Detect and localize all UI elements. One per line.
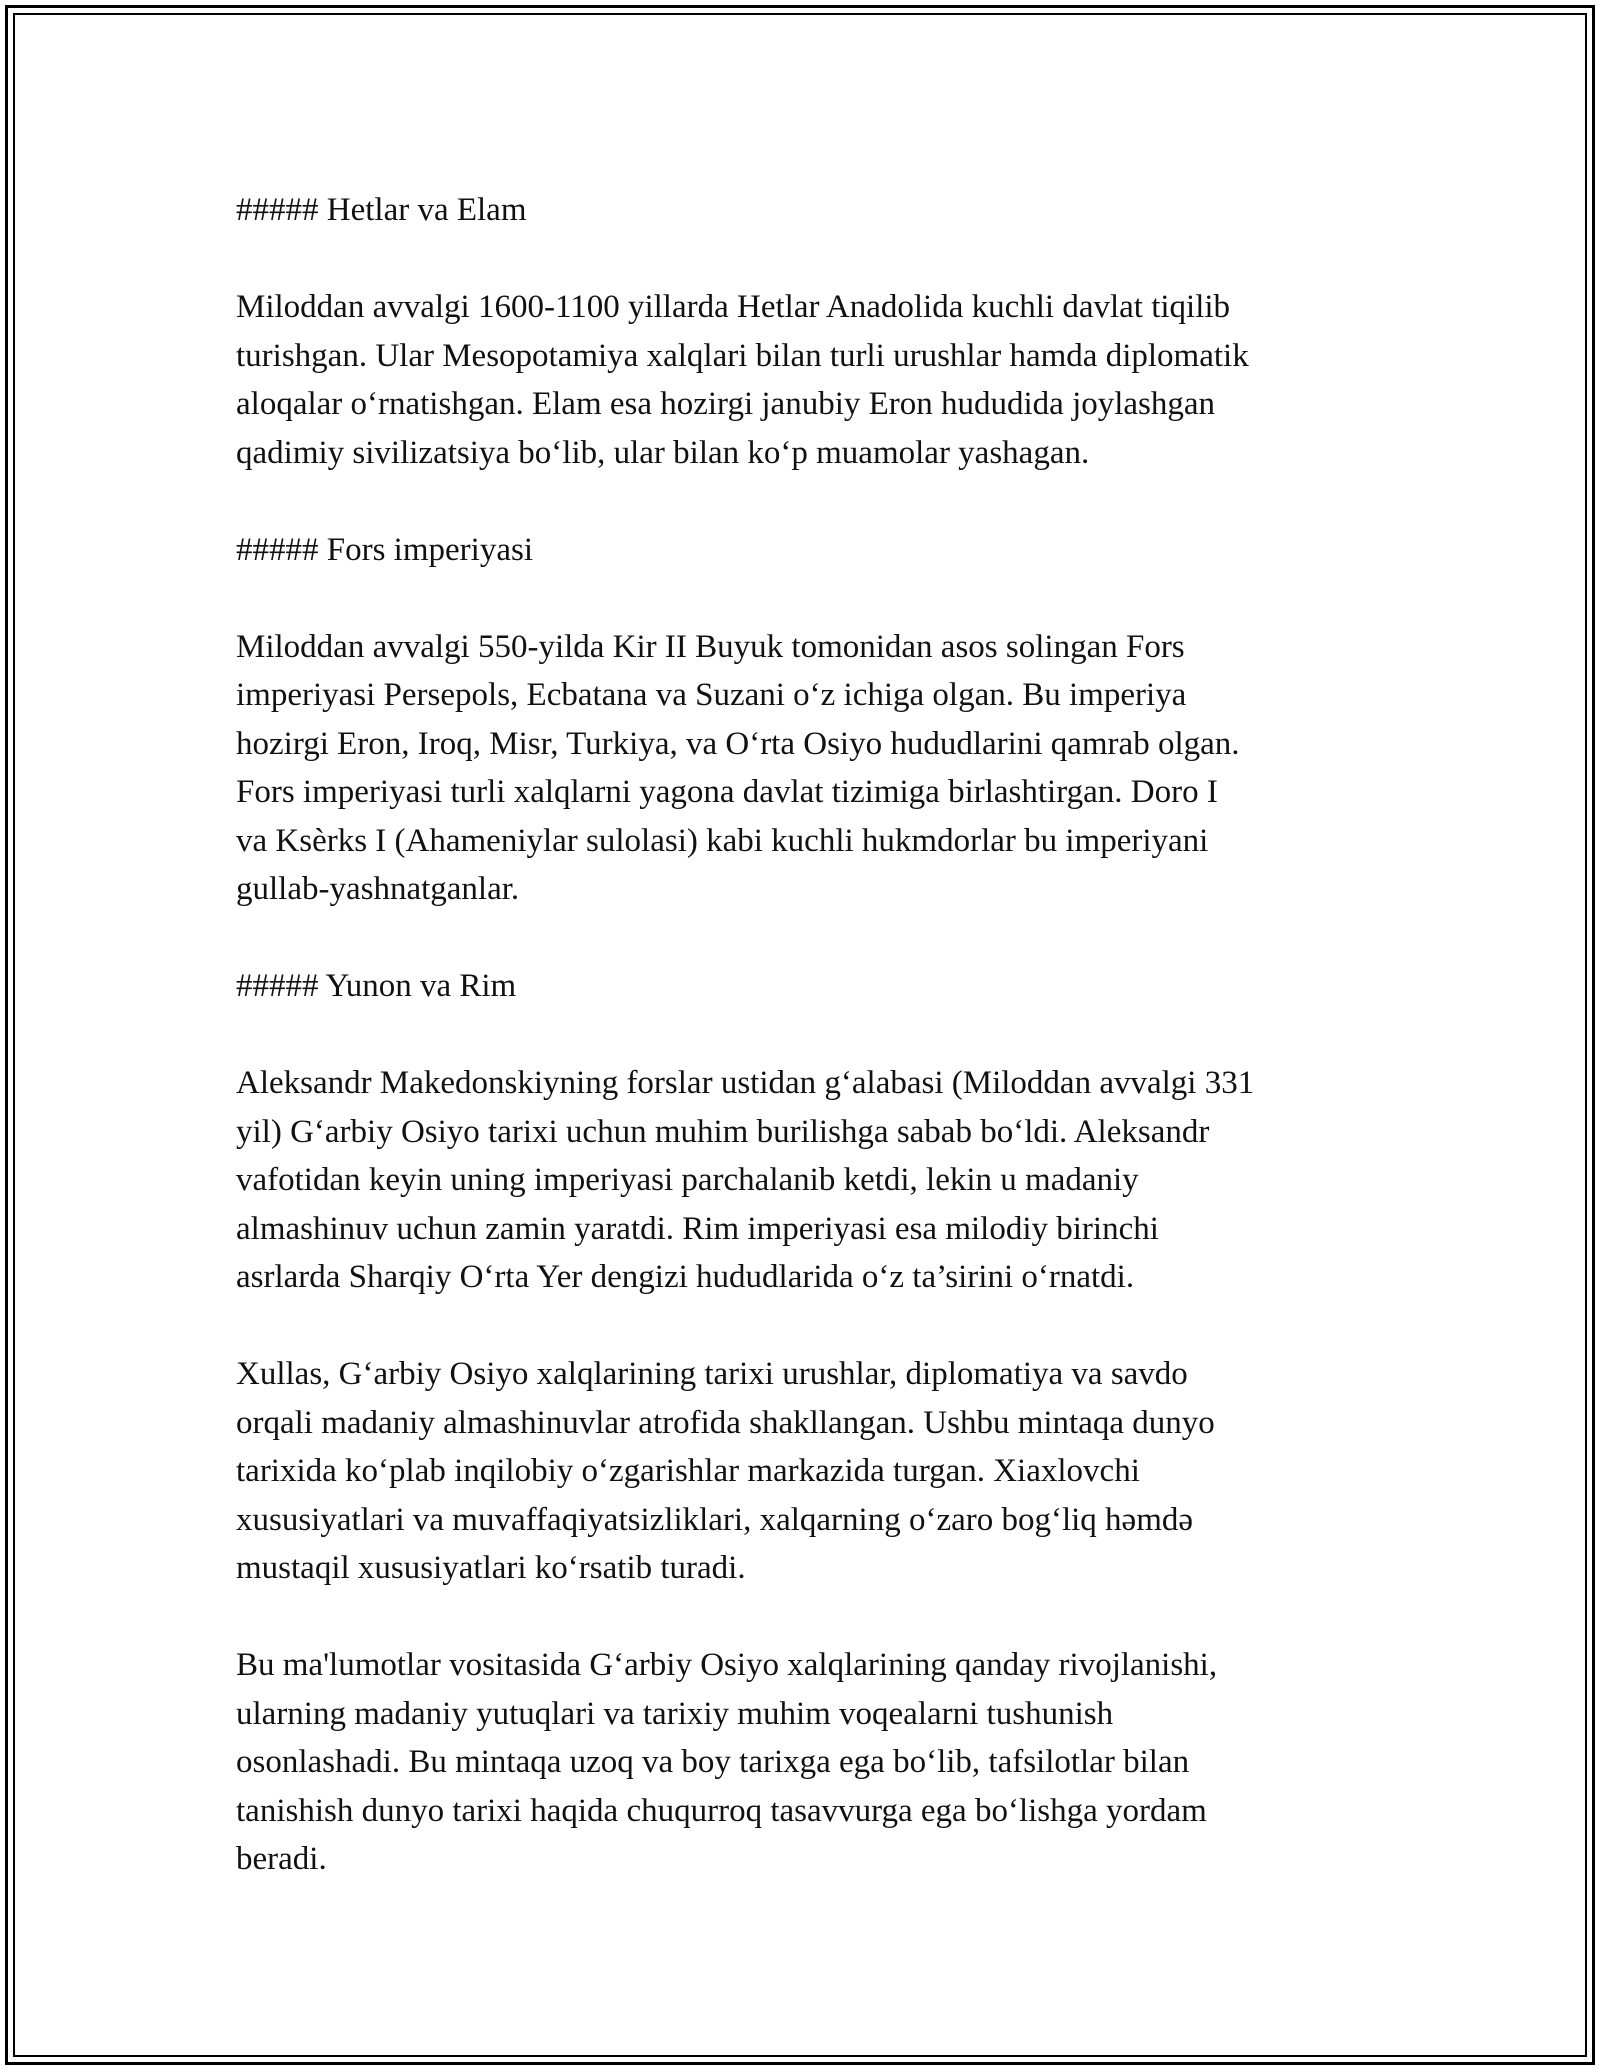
paragraph-line: Bu ma'lumotlar vositasida G‘arbiy Osiyo xalqlarining qanday rivojlanishi, [236,1647,1218,1683]
section-heading-fors-imperiyasi [236,526,1376,575]
paragraph-line: vafotidan keyin uning imperiyasi parchalanib ketdi, lekin u madaniy [236,1162,1139,1198]
paragraph-line: qadimiy sivilizatsiya bo‘lib, ular bilan ko‘p muamolar yashagan. [236,434,1090,471]
paragraph-line: asrlarda Sharqiy O‘rta Yer dengizi hududlarida o‘z ta’sirini o‘rnatdi. [236,1259,1135,1295]
paragraph-line: ularning madaniy yutuqlari va tarixiy muhim voqealarni tushunish [236,1695,1114,1732]
paragraph-line: beradi. [236,1841,327,1877]
paragraph-yunon-rim [236,1059,1376,1302]
section-heading-yunon-rim [236,962,1376,1011]
paragraph-line: Miloddan avvalgi 550-yilda Kir II Buyuk tomonidan asos solingan Fors [236,628,1185,665]
heading-text: ##### Fors imperiyasi [236,531,533,568]
paragraph-line: turishgan. Ular Mesopotamiya xalqlari bilan turli urushlar hamda diplomatik [236,337,1249,374]
paragraph-line: Aleksandr Makedonskiyning forslar ustidan g‘alabasi (Miloddan avvalgi 331 [236,1065,1255,1101]
heading-text: ##### Hetlar va Elam [236,192,527,228]
paragraph-fors-imperiyasi [236,623,1376,914]
paragraph-hetlar-elam [236,283,1376,477]
paragraph-line: almashinuv uchun zamin yaratdi. Rim imperiyasi esa milodiy birinchi [236,1210,1159,1247]
paragraph-line: hozirgi Eron, Iroq, Misr, Turkiya, va O‘rta Osiyo hududlarini qamrab olgan. [236,725,1240,762]
paragraph-xullas [236,1350,1376,1593]
paragraph-line: gullab-yashnatganlar. [236,871,520,907]
paragraph-line: yil) G‘arbiy Osiyo tarixi uchun muhim burilishga sabab bo‘ldi. Aleksandr [236,1113,1210,1150]
section-heading-hetlar-elam [236,186,1376,235]
paragraph-line: va Ksèrks I (Ahameniylar sulolasi) kabi kuchli hukmdorlar bu imperiyani [236,822,1209,859]
paragraph-line: aloqalar o‘rnatishgan. Elam esa hozirgi janubiy Eron hududida joylashgan [236,386,1216,422]
document-body [236,186,1376,1932]
paragraph-conclusion [236,1641,1376,1884]
paragraph-line: orqali madaniy almashinuvlar atrofida shakllangan. Ushbu mintaqa dunyo [236,1404,1215,1441]
heading-text: ##### Yunon va Rim [236,968,517,1004]
paragraph-line: tanishish dunyo tarixi haqida chuqurroq tasavvurga ega bo‘lishga yordam [236,1792,1207,1829]
paragraph-line: osonlashadi. Bu mintaqa uzoq va boy tarixga ega bo‘lib, tafsilotlar bilan [236,1744,1190,1780]
paragraph-line: Miloddan avvalgi 1600-1100 yillarda Hetlar Anadolida kuchli davlat tiqilib [236,289,1231,325]
paragraph-line: mustaqil xususiyatlari ko‘rsatib turadi. [236,1550,746,1586]
paragraph-line: tarixida ko‘plab inqilobiy o‘zgarishlar markazida turgan. Xiaxlovchi [236,1453,1140,1489]
paragraph-line: Xullas, G‘arbiy Osiyo xalqlarining tarixi urushlar, diplomatiya va savdo [236,1356,1188,1392]
paragraph-line: Fors imperiyasi turli xalqlarni yagona davlat tizimiga birlashtirgan. Doro I [236,774,1218,810]
paragraph-line: xususiyatlari va muvaffaqiyatsizliklari, xalqarning o‘zaro bog‘liq həmdə [236,1501,1194,1538]
paragraph-line: imperiyasi Persepols, Ecbatana va Suzani o‘z ichiga olgan. Bu imperiya [236,677,1187,713]
